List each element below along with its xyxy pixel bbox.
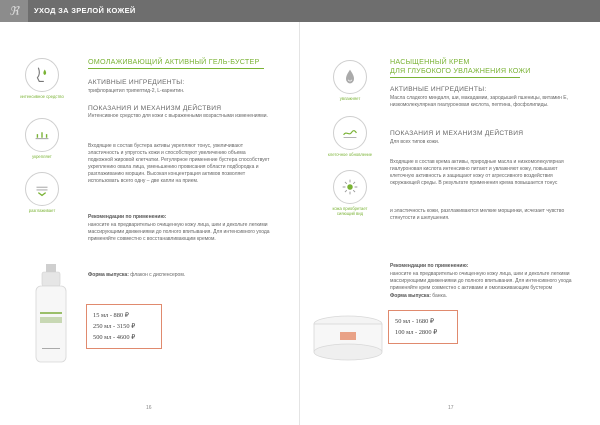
header-bar [0,0,600,22]
price-box [86,304,162,349]
indications-text: Для всех типов кожи. [390,139,440,145]
product-bottle-image [30,262,72,364]
price-line: 100 мл - 2800 ₽ [395,329,438,336]
page-divider [299,22,300,425]
indications-heading: ПОКАЗАНИЯ И МЕХАНИЗМ ДЕЙСТВИЯ [88,105,222,112]
form-line: Форма выпуска: банка. [390,293,448,299]
description-text: Входящие в состав крема активы, природные масла и низкомолекулярная гиалуроновая кислота интенсивно питают и увлажняют кожу, повышают клеточную активность и защищают кожу от агрессивного воздействия окружающей среды. В результате применения крема повышается тонус [390,159,564,186]
icon-renewal: клеточное обновление [326,116,374,157]
product-title-line1: НАСЫЩЕННЫЙ КРЕМ [390,57,470,66]
usage-text: наносите на предварительно очищенную кожу лица, шеи и декольте легкими массирующими движениями до полного впитывания. Для интенсивного ухода применяйте совместно с восстанавливающим кремом. [88,222,270,242]
elastin-icon [339,122,361,144]
usage-heading: Рекомендации по применению: [88,214,167,220]
description-text-2: и эластичность кожи, разглаживаются мелкие морщинки, исчезает чувство стянутости и шелушения. [390,208,565,221]
product-title: ОМОЛАЖИВАЮЩИЙ АКТИВНЫЙ ГЕЛЬ-БУСТЕР [88,57,260,66]
section-title: УХОД ЗА ЗРЕЛОЙ КОЖЕЙ [34,6,136,15]
title-underline [88,68,264,69]
icon-intensive: интенсивное средство [18,58,66,99]
title-underline [390,77,520,78]
product-title-line2: ДЛЯ ГЛУБОКОГО УВЛАЖНЕНИЯ КОЖИ [390,66,531,75]
form-line: Форма выпуска: флакон с диспенсером. [88,272,186,278]
brand-logo: ℜ [0,0,28,22]
indications-text: Интенсивное средство для кожи с выраженными возрастными изменениями. [88,113,268,119]
price-line: 500 мл - 4600 ₽ [93,334,136,341]
smooth-icon [31,178,53,200]
ingredients-heading: АКТИВНЫЕ ИНГРЕДИЕНТЫ: [390,86,487,93]
ingredients-text: Масла сладкого миндаля, ши, макадамии, зародышей пшеницы, витамин Е, низкомолекулярная гиалуроновая кислота, пептина, фосфолипиды. [390,95,568,108]
product-jar-image [310,314,386,362]
description-text: Входящие в состав бустера активы укрепляют тонус, увеличивают эластичность и упругость кожи и способствуют увеличению объема подкожной жировой клетчатки. Регулярное применение бустера способствует укреплению овала лица, уменьшению провисания области подбородка и разглаживанию морщин. Высокая концентрация активов позволяет использовать всего одну – две капли на прием. [88,143,270,184]
price-line: 15 мл - 880 ₽ [93,312,129,319]
price-box [388,310,458,344]
price-line: 250 мл - 3150 ₽ [93,323,136,330]
usage-text: наносите на предварительно очищенную кожу лица, шеи и декольте легкими массирующими движениями до полного впитывания. Для интенсивного ухода применяйте крем совместно с активами и омолаживающим бустером [390,271,572,291]
icon-firming: укрепляет [18,118,66,159]
moisturize-icon [339,66,361,88]
drop-face-icon [31,64,53,86]
price-line: 50 мл - 1680 ₽ [395,318,434,325]
icon-moisturize: увлажняет [326,60,374,101]
ingredients-heading: АКТИВНЫЕ ИНГРЕДИЕНТЫ: [88,79,185,86]
radiance-icon [339,176,361,198]
page-number: 16 [146,405,152,411]
ingredients-text: трифлорацетил трипептид-2, L-карнитин. [88,88,185,94]
indications-heading: ПОКАЗАНИЯ И МЕХАНИЗМ ДЕЙСТВИЯ [390,130,524,137]
page-number: 17 [448,405,454,411]
icon-radiance: кожа приобретает сияющий вид [326,170,374,216]
firming-icon [31,124,53,146]
icon-smooth: разглаживает [18,172,66,213]
usage-heading: Рекомендации по применению: [390,263,469,269]
